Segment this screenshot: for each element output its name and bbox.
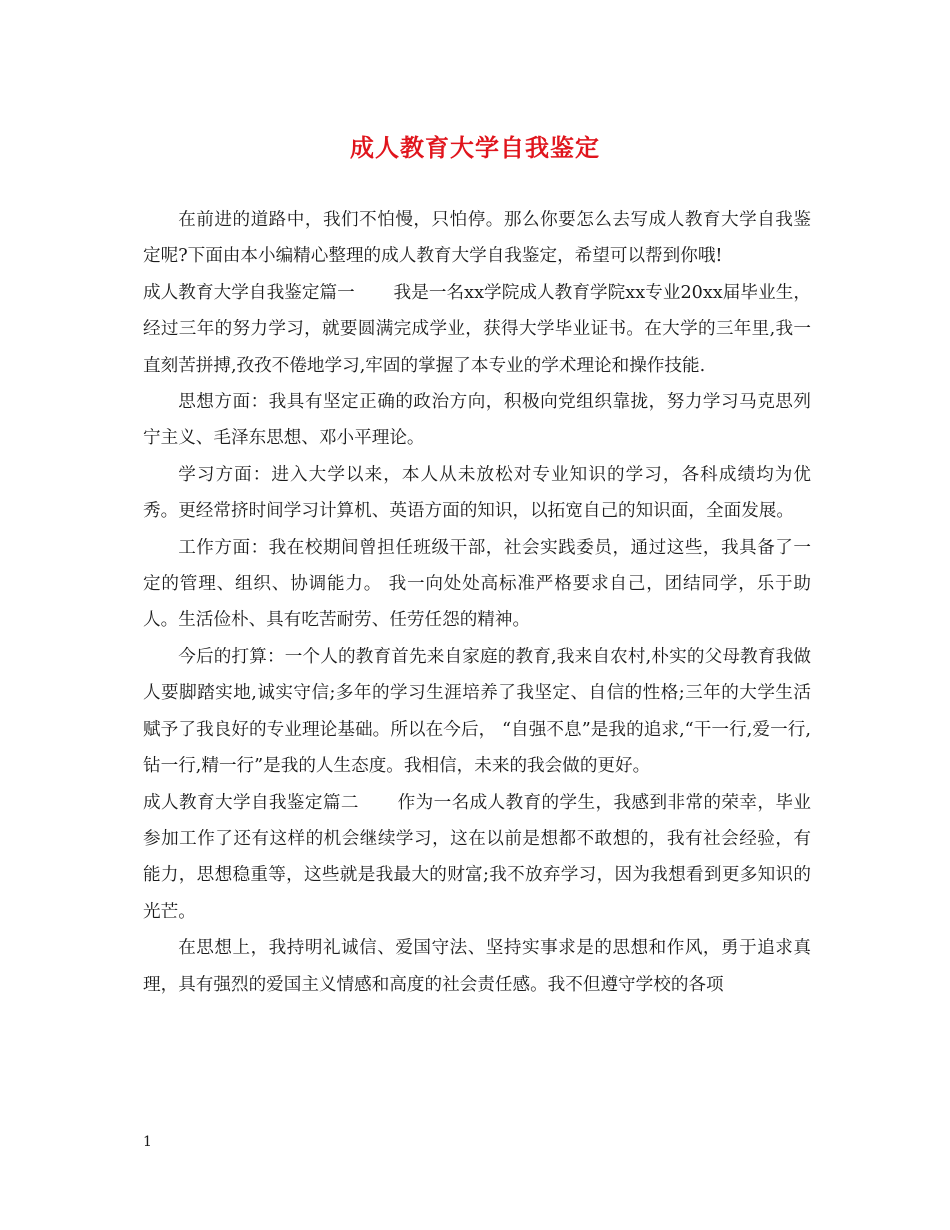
thought-paragraph: 在思想上，我持明礼诚信、爱国守法、坚持实事求是的思想和作风，勇于追求真理，具有强烈的爱国主义情感和高度的社会责任感。我不但遵守学校的各项 xyxy=(143,938,811,995)
section-one-text: 我是一名xx学院成人教育学院xx专业20xx届毕业生，经过三年的努力学习，就要圆满完成学业，获得大学毕业证书。在大学的三年里,我一直刻苦拼搏,孜孜不倦地学习,牢固的掌握了本专业的学术理论和操作技能. xyxy=(143,282,811,376)
section-heading-two: 成人教育大学自我鉴定篇二 xyxy=(143,792,359,813)
document-body xyxy=(143,202,811,1003)
work-paragraph: 工作方面：我在校期间曾担任班级干部，社会实践委员，通过这些，我具备了一定的管理、组织、协调能力。 我一向处处高标准严格要求自己，团结同学，乐于助人。生活俭朴、具有吃苦耐劳、任劳任怨的精神。 xyxy=(143,537,811,631)
section-two-text: 作为一名成人教育的学生，我感到非常的荣幸，毕业参加工作了还有这样的机会继续学习，这在以前是想都不敢想的，我有社会经验，有能力，思想稳重等，这些就是我最大的财富;我不放弃学习，因为我想看到更多知识的光芒。 xyxy=(143,792,811,922)
intro-paragraph: 在前进的道路中，我们不怕慢，只怕停。那么你要怎么去写成人教育大学自我鉴定呢?下面由本小编精心整理的成人教育大学自我鉴定，希望可以帮到你哦! xyxy=(143,210,811,267)
section-one-paragraph xyxy=(143,275,811,384)
study-paragraph: 学习方面：进入大学以来，本人从未放松对专业知识的学习，各科成绩均为优秀。更经常挤时间学习计算机、英语方面的知识，以拓宽自己的知识面，全面发展。 xyxy=(143,464,811,522)
document-title: 成人教育大学自我鉴定 xyxy=(350,133,600,162)
future-plan-paragraph: 今后的打算：一个人的教育首先来自家庭的教育,我来自农村,朴实的父母教育我做人要脚踏实地,诚实守信;多年的学习生涯培养了我坚定、自信的性格;三年的大学生活赋予了我良好的专业理论基础。所以在今后， “自强不息”是我的追求,“干一行,爱一行, 钻一行,精一行”是我的人生态度。我相信，未来的我会做的更好。 xyxy=(143,646,811,777)
ideology-paragraph: 思想方面：我具有坚定正确的政治方向，积极向党组织靠拢，努力学习马克思列宁主义、毛泽东思想、邓小平理论。 xyxy=(143,392,811,449)
page-number: 1 xyxy=(143,1134,152,1150)
section-two-paragraph xyxy=(143,785,811,931)
section-heading-one: 成人教育大学自我鉴定篇一 xyxy=(143,282,355,303)
